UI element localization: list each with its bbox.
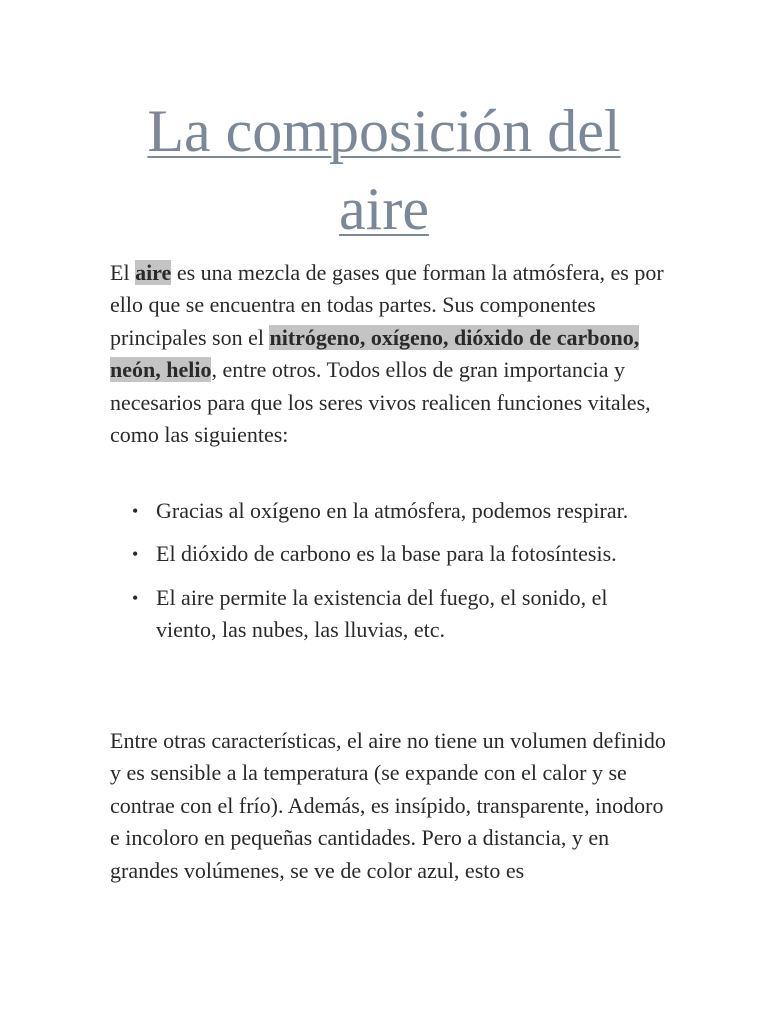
list-item-text: El aire permite la existencia del fuego, el sonido, el viento, las nubes, las lluvias, etc. [156, 584, 608, 643]
highlight-aire: aire [135, 260, 172, 285]
page-title [60, 92, 708, 248]
intro-text-2: es una mezcla de gases que forman la atmósfera, es por ello que se encuentra en todas partes. Sus componentes principales son el [110, 260, 664, 350]
bullet-icon: • [132, 587, 139, 608]
characteristics-paragraph: Entre otras características, el aire no tiene un volumen definido y es sensible a la temperatura (se expande con el calor y se contrae con el frío). Además, es insípido, transparente, inodoro e incoloro en pequeñas cantidades. Pero a distancia, y en grandes volúmenes, se ve de color azul, esto es [110, 728, 666, 883]
list-item-text: Gracias al oxígeno en la atmósfera, podemos respirar. [156, 498, 629, 523]
list-item [110, 582, 670, 647]
intro-text-1: El [110, 260, 136, 285]
intro-paragraph [110, 257, 670, 451]
highlight-components: nitrógeno, oxígeno, dióxido de carbono, neón, helio [110, 324, 640, 383]
bullet-icon: • [132, 544, 139, 565]
functions-list [110, 495, 670, 658]
intro-text-3: , entre otros. Todos ellos de gran importancia y necesarios para que los seres vivos realicen funciones vitales, como las siguientes: [110, 357, 651, 448]
list-item-text: El dióxido de carbono es la base para la fotosíntesis. [156, 541, 617, 567]
list-item [110, 495, 670, 527]
title-line-1: La composición del [147, 98, 621, 164]
title-line-2: aire [339, 176, 429, 242]
bullet-icon: • [132, 501, 139, 521]
list-item [110, 538, 670, 570]
